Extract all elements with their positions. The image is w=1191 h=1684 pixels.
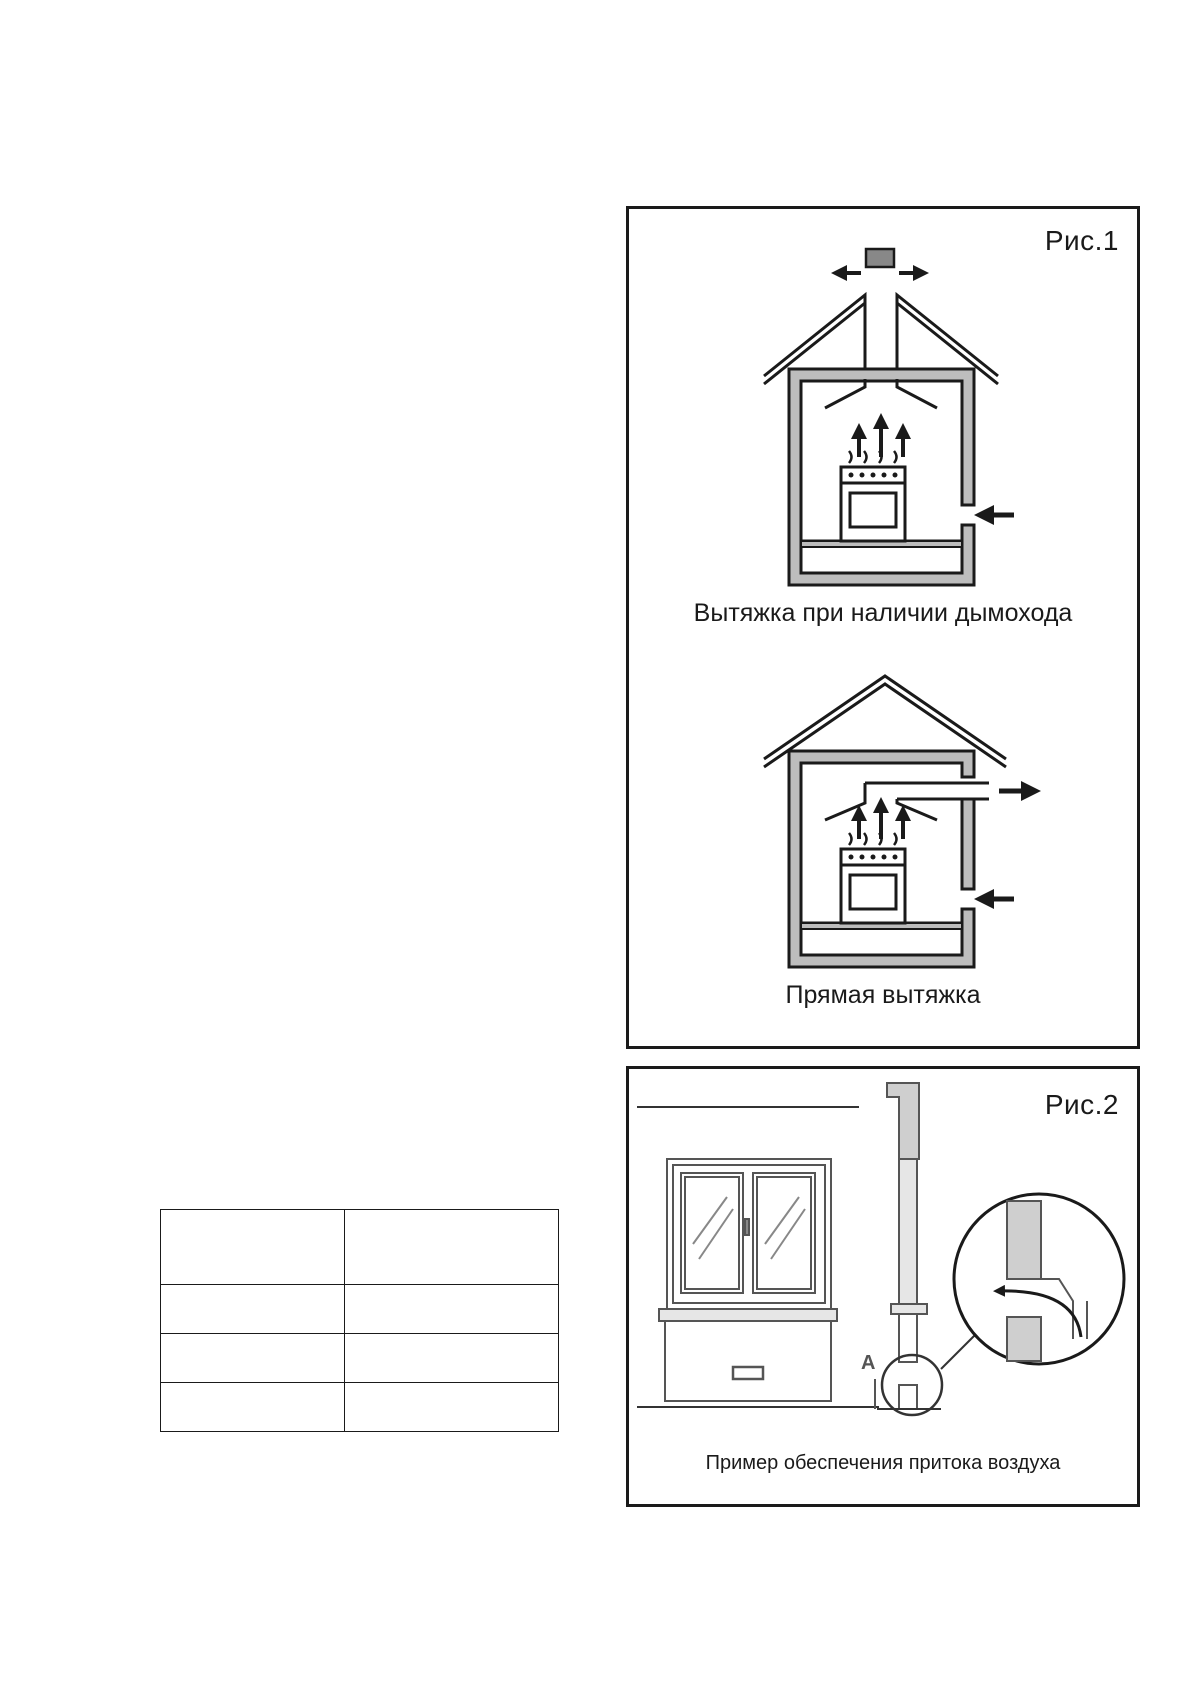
air-supply-diagram (629, 1069, 1137, 1504)
empty-table (160, 1209, 559, 1432)
table-cell (161, 1210, 345, 1285)
caption-air-supply: Пример обеспечения притока воздуха (705, 1452, 1061, 1474)
table-row (161, 1210, 559, 1285)
table-cell (161, 1285, 345, 1334)
table-cell (161, 1383, 345, 1432)
stove-icon (841, 451, 905, 541)
stove-icon (841, 833, 905, 923)
house-direct-exhaust (764, 676, 1031, 967)
table-cell (345, 1383, 559, 1432)
table-row (161, 1383, 559, 1432)
figure-1-label: Рис.1 (1044, 225, 1119, 256)
caption-chimney-exhaust: Вытяжка при наличии дымохода (693, 599, 1073, 627)
table-row (161, 1285, 559, 1334)
roof-left (764, 295, 865, 379)
table-row (161, 1334, 559, 1383)
table-cell (345, 1285, 559, 1334)
caption-direct-exhaust: Прямая вытяжка (785, 981, 981, 1009)
magnified-detail (954, 1194, 1124, 1364)
roof-right (897, 295, 998, 379)
figure-2-label: Рис.2 (1044, 1089, 1119, 1120)
figure-2-panel (626, 1066, 1140, 1507)
table-cell (345, 1334, 559, 1383)
point-a-label: A (861, 1352, 876, 1374)
house-with-chimney (764, 249, 1014, 585)
room-wall-window (637, 1107, 879, 1407)
chimney-cap-icon (866, 249, 894, 267)
hood-right (897, 379, 937, 408)
table-cell (345, 1210, 559, 1285)
hood-left (825, 379, 865, 408)
table-cell (161, 1334, 345, 1383)
roof (764, 676, 1006, 759)
figure-1-panel (626, 206, 1140, 1049)
